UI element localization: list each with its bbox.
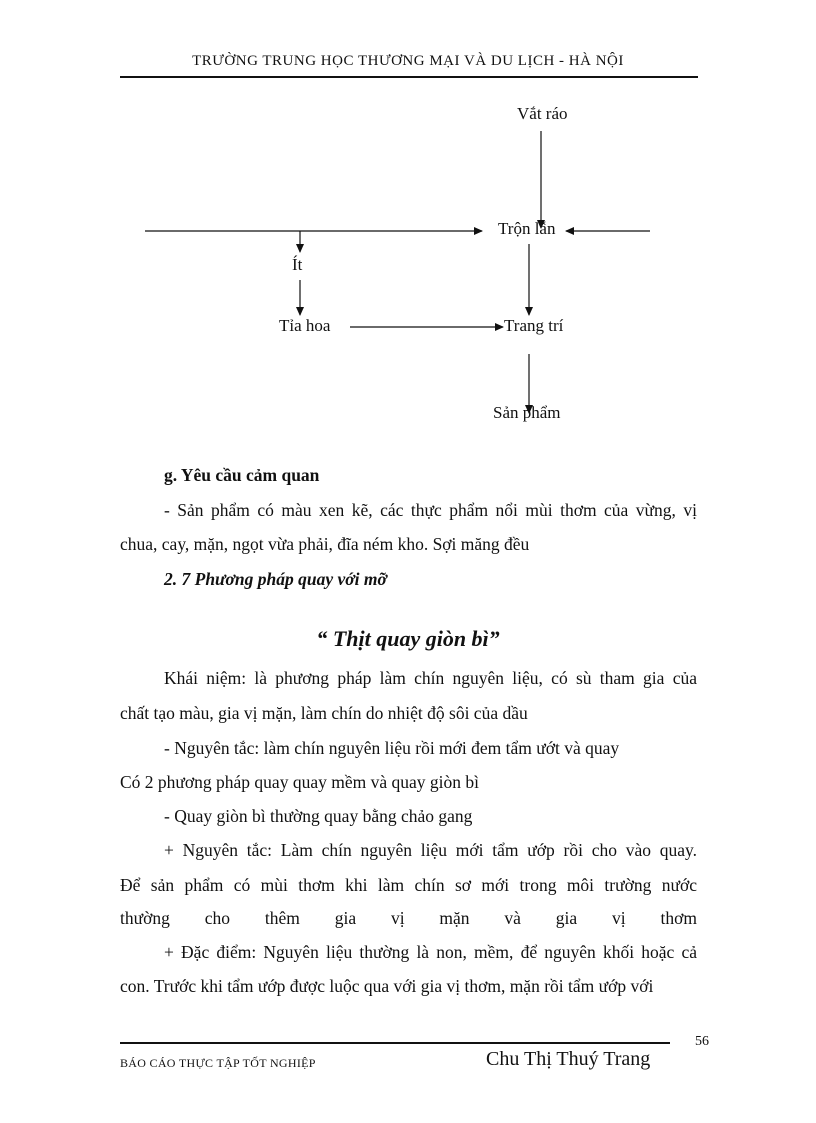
paragraph-line-6: + Nguyên tắc: Làm chín nguyên liệu mới tẩm ướp rồi cho vào quay. [164, 840, 697, 860]
footer-report-label: BÁO CÁO THỰC TẬP TỐT NGHIỆP [120, 1056, 316, 1070]
node-tron-lan: Trộn lẫn [498, 219, 556, 238]
section-g-line-2: chua, cay, mặn, ngọt vừa phải, đĩa ném kho. Sợi măng đều [120, 534, 530, 554]
node-tia-hoa: Tỉa hoa [279, 316, 331, 335]
paragraph-line-4: Có 2 phương pháp quay quay mềm và quay giòn bì [120, 772, 479, 792]
node-san-pham: Sản phẩm [493, 403, 561, 422]
paragraph-line-2: chất tạo màu, gia vị mặn, làm chín do nhiệt độ sôi của dầu [120, 703, 528, 723]
paragraph-line-9: + Đặc điểm: Nguyên liệu thường là non, mềm, để nguyên khối hoặc cả [164, 942, 697, 962]
paragraph-line-10: con. Trước khi tẩm ướp được luộc qua với gia vị thơm, mặn rồi tẩm ướp với [120, 976, 654, 996]
node-trang-tri: Trang trí [504, 316, 564, 335]
section-g-line-1: - Sản phẩm có màu xen kẽ, các thực phẩm nổi mùi thơm của vừng, vị [164, 500, 697, 520]
paragraph-line-1: Khái niệm: là phương pháp làm chín nguyên liệu, có sù tham gia của [164, 668, 697, 688]
paragraph-line-7: Để sản phẩm có mùi thơm khi làm chín sơ mới trong môi trường nước [120, 875, 697, 895]
footer-divider [120, 1042, 670, 1044]
page-number: 56 [695, 1034, 709, 1049]
dish-title: “ Thịt quay giòn bì” [316, 626, 500, 651]
node-it: Ít [292, 255, 303, 274]
page-header-title: TRƯỜNG TRUNG HỌC THƯƠNG MẠI VÀ DU LỊCH - HÀ NỘI [192, 53, 624, 69]
footer-author: Chu Thị Thuý Trang [486, 1048, 651, 1070]
paragraph-line-8: thường cho thêm gia vị mặn và gia vị thơm [120, 908, 697, 928]
section-g-heading: g. Yêu cầu cảm quan [164, 465, 320, 485]
paragraph-line-5: - Quay giòn bì thường quay bằng chảo gang [164, 806, 473, 826]
node-vat-rao: Vắt ráo [517, 104, 568, 123]
paragraph-line-3: - Nguyên tắc: làm chín nguyên liệu rồi mới đem tẩm ướt và quay [164, 738, 620, 758]
section-2-7-heading: 2. 7 Phương pháp quay với mỡ [164, 569, 387, 589]
